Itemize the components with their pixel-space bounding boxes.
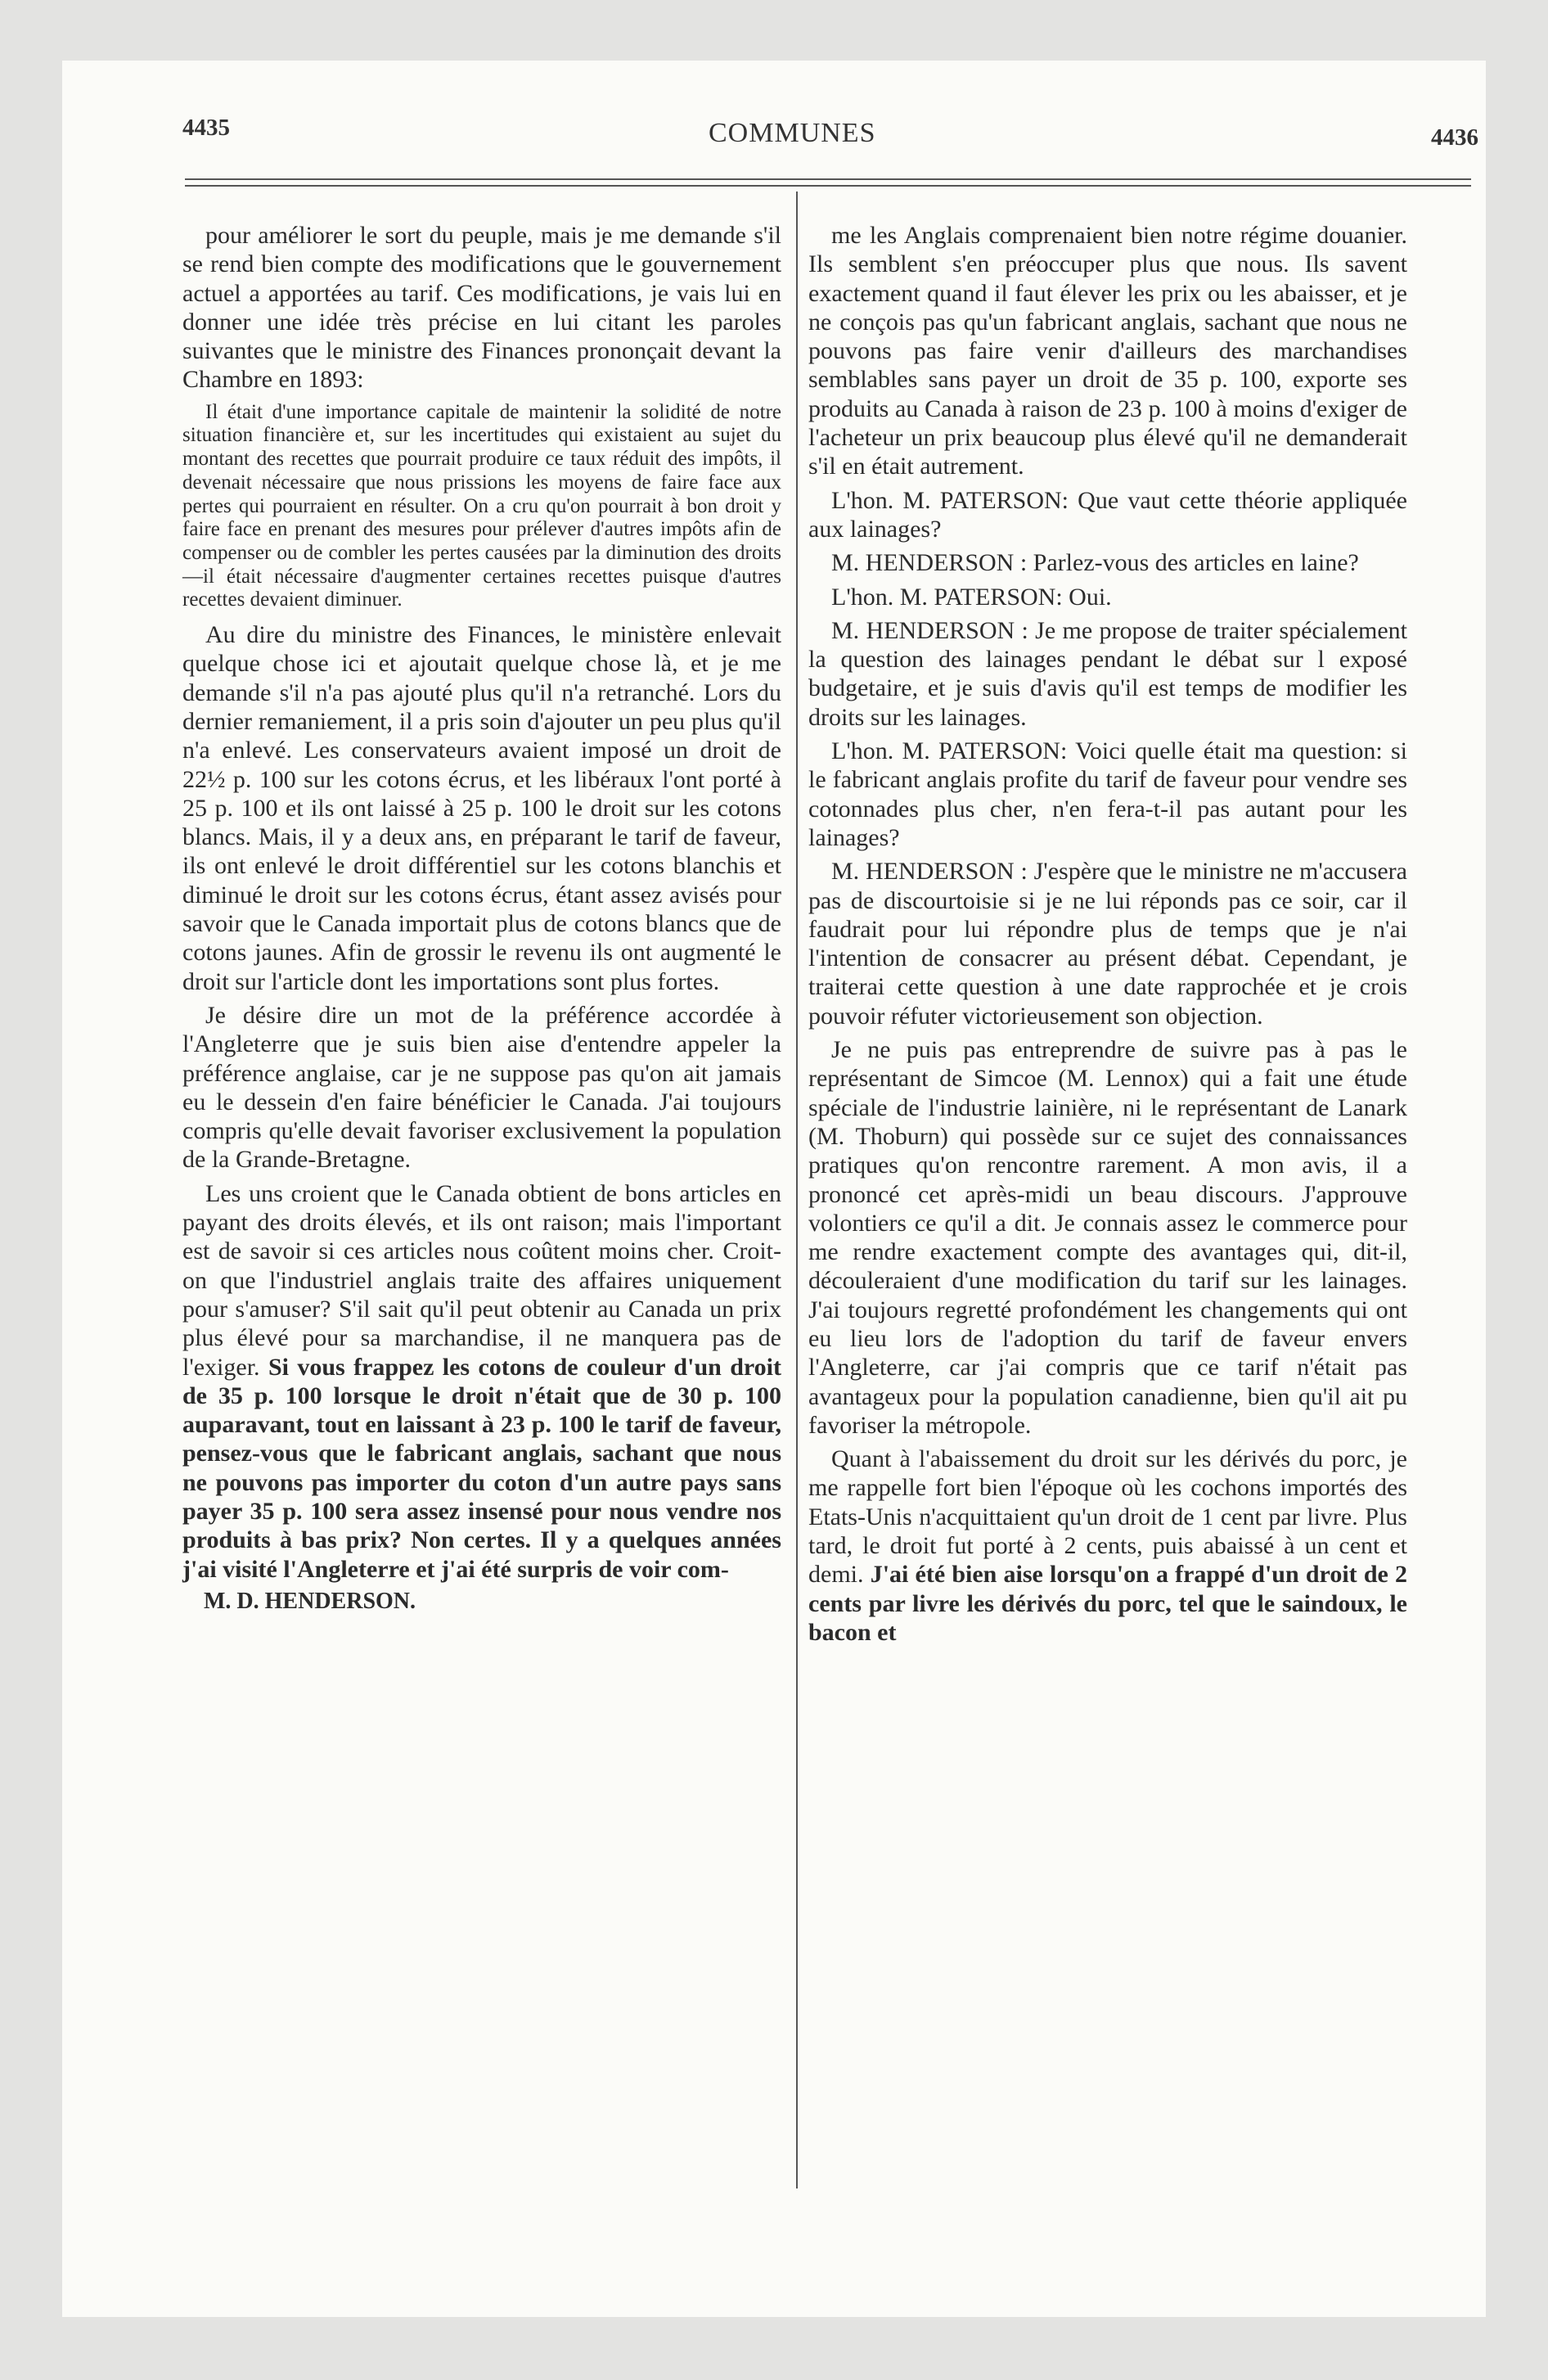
page-number-left: 4435 bbox=[182, 115, 230, 141]
bold-paragraph-text: J'ai été bien aise lorsqu'on a frappé d'un droit de 2 cents par livre les dérivés du porc, tel que le saindoux, le bacon et bbox=[808, 1561, 1408, 1646]
paragraph: L'hon. M. PATERSON: Voici quelle était ma question: si le fabricant anglais profite du tarif de faveur pour vendre ses cotonnades plus cher, n'en fera-t-il pas autant pour les lainages? bbox=[808, 737, 1407, 851]
paragraph: M. HENDERSON : J'espère que le ministre ne m'accusera pas de discourtoisie si je ne lui réponds pas ce soir, car il faudrait pour lui répondre plus de temps que je n'ai l'intention de consacrer au présent débat. Cependant, je traiterai cette question à une date rapprochée et je crois pouvoir réfuter victorieusement son objection. bbox=[808, 858, 1407, 1030]
page-number-right: 4436 bbox=[1431, 124, 1478, 151]
bold-paragraph-text: Si vous frappez les cotons de couleur d'un droit de 35 p. 100 lorsque le droit n'était que de 30 p. 100 auparavant, tout en laissant à 23 p. 100 le tarif de faveur, pensez-vous que le fabricant anglais, sachant que nous ne pouvons pas importer du coton d'un autre pays sans payer 35 p. 100 sera assez insensé pour nous vendre nos produits à bas prix? Non certes. Il y a quelques années j'ai visité l'Angleterre et j'ai été surpris de voir com- bbox=[182, 1353, 781, 1583]
block-quote: Il était d'une importance capitale de maintenir la solidité de notre situation financière et, sur les incertitudes qui existaient au sujet du montant des recettes que pourrait produire ce taux réduit des impôts, il devenait nécessaire que nous prissions les moyens de faire face aux pertes qui pourraient en résulter. On a cru qu'on pourrait à bon droit y faire face en prenant des mesures pour prélever d'autres impôts afin de compenser ou de combler les pertes causées par la diminution des droits—il était nécessaire d'augmenter certaines recettes puisque d'autres recettes devaient diminuer. bbox=[182, 400, 781, 611]
paragraph: L'hon. M. PATERSON: Que vaut cette théorie appliquée aux lainages? bbox=[808, 486, 1407, 543]
running-title: COMMUNES bbox=[709, 118, 876, 148]
paragraph: M. HENDERSON : Je me propose de traiter spécialement la question des lainages pendant le débat sur l exposé budgetaire, et je suis d'avis qu'il est temps de modifier les droits sur les lainages. bbox=[808, 616, 1407, 731]
scanned-page bbox=[62, 61, 1486, 2317]
paragraph: pour améliorer le sort du peuple, mais je me demande s'il se rend bien compte des modifications que le gouvernement actuel a apportées au tarif. Ces modifications, je vais lui en donner une idée très précise en lui citant les paroles suivantes que le ministre des Finances prononçait devant la Chambre en 1893: bbox=[182, 222, 781, 394]
paragraph: M. HENDERSON : Parlez-vous des articles en laine? bbox=[831, 549, 1359, 577]
left-column bbox=[182, 221, 781, 1615]
header-rule-top bbox=[185, 178, 1471, 180]
paragraph: me les Anglais comprenaient bien notre régime douanier. Ils semblent s'en préoccuper plus que nous. Ils savent exactement quand il faut élever les prix ou les abaisser, et je ne conçois pas qu'un fabricant anglais, sachant que nous ne pouvons pas faire venir d'ailleurs des marchandises semblables sans payer un droit de 35 p. 100, exporte ses produits au Canada à raison de 23 p. 100 à moins d'exiger de l'acheteur un prix beaucoup plus élevé qu'il ne demanderait s'il en était autrement. bbox=[808, 222, 1407, 480]
header-rule-bottom bbox=[185, 185, 1471, 187]
right-column bbox=[808, 221, 1407, 1647]
paragraph: L'hon. M. PATERSON: Oui. bbox=[831, 583, 1112, 611]
paragraph bbox=[182, 1179, 781, 1584]
paragraph: Je ne puis pas entreprendre de suivre pas à pas le représentant de Simcoe (M. Lennox) qui a fait une étude spéciale de l'industrie lainière, ni le représentant de Lanark (M. Thoburn) qui possède sur ce sujet des connaissances pratiques qu'on rencontre rarement. A mon avis, il a prononcé cet après-midi un beau discours. J'approuve volontiers ce qu'il a dit. Je connais assez le commerce pour me rendre exactement compte des avantages qui, dit-il, découleraient d'une modification du tarif sur les lainages. J'ai toujours regretté profondément les changements qui ont eu lieu lors de l'adoption du tarif de faveur envers l'Angleterre, car j'ai compris que ce tarif n'était pas avantageux pour la population canadienne, bien qu'il ait pu favoriser la métropole. bbox=[808, 1036, 1407, 1439]
paragraph: Je désire dire un mot de la préférence accordée à l'Angleterre que je suis bien aise d'entendre appeler la préférence anglaise, car je ne suppose pas qu'on ait jamais eu le dessein d'en faire bénéficier le Canada. J'ai toujours compris qu'elle devait favoriser exclusivement la population de la Grande-Bretagne. bbox=[182, 1001, 781, 1174]
paragraph bbox=[808, 1445, 1407, 1647]
paragraph-text: Les uns croient que le Canada obtient de bons articles en payant des droits élevés, et ils ont raison; mais l'important est de savoir si ces articles nous coûtent moins cher. Croit-on que l'industriel anglais traite des affaires uniquement pour s'amuser? S'il sait qu'il peut obtenir au Canada un prix plus élevé pour sa marchandise, il ne manquera pas de l'exiger. bbox=[182, 1179, 781, 1381]
column-divider bbox=[796, 192, 798, 2188]
paragraph-text: Quant à l'abaissement du droit sur les dérivés du porc, je me rappelle fort bien l'époque où les cochons importés des Etats-Unis n'acquittaient qu'un droit de 1 cent par livre. Plus tard, le droit fut porté à 2 cents, puis abaissé à un cent et demi. bbox=[808, 1445, 1407, 1589]
paragraph: Au dire du ministre des Finances, le ministère enlevait quelque chose ici et ajoutait quelque chose là, et je me demande s'il n'a pas ajouté plus qu'il n'a retranché. Lors du dernier remaniement, il a pris soin d'ajouter un peu plus qu'il n'a enlevé. Les conservateurs avaient imposé un droit de 22½ p. 100 sur les cotons écrus, et les libéraux l'ont porté à 25 p. 100 et ils ont laissé à 25 p. 100 le droit sur les cotons blancs. Mais, il y a deux ans, en préparant le tarif de faveur, ils ont enlevé le droit différentiel sur les cotons blanchis et diminué le droit sur les cotons écrus, étant assez avisés pour savoir que le Canada importait plus de cotons blancs que de cotons jaunes. Afin de grossir le revenu ils ont augmenté le droit sur l'article dont les importations sont plus fortes. bbox=[182, 621, 781, 995]
speaker-signature: M. D. HENDERSON. bbox=[204, 1588, 416, 1614]
